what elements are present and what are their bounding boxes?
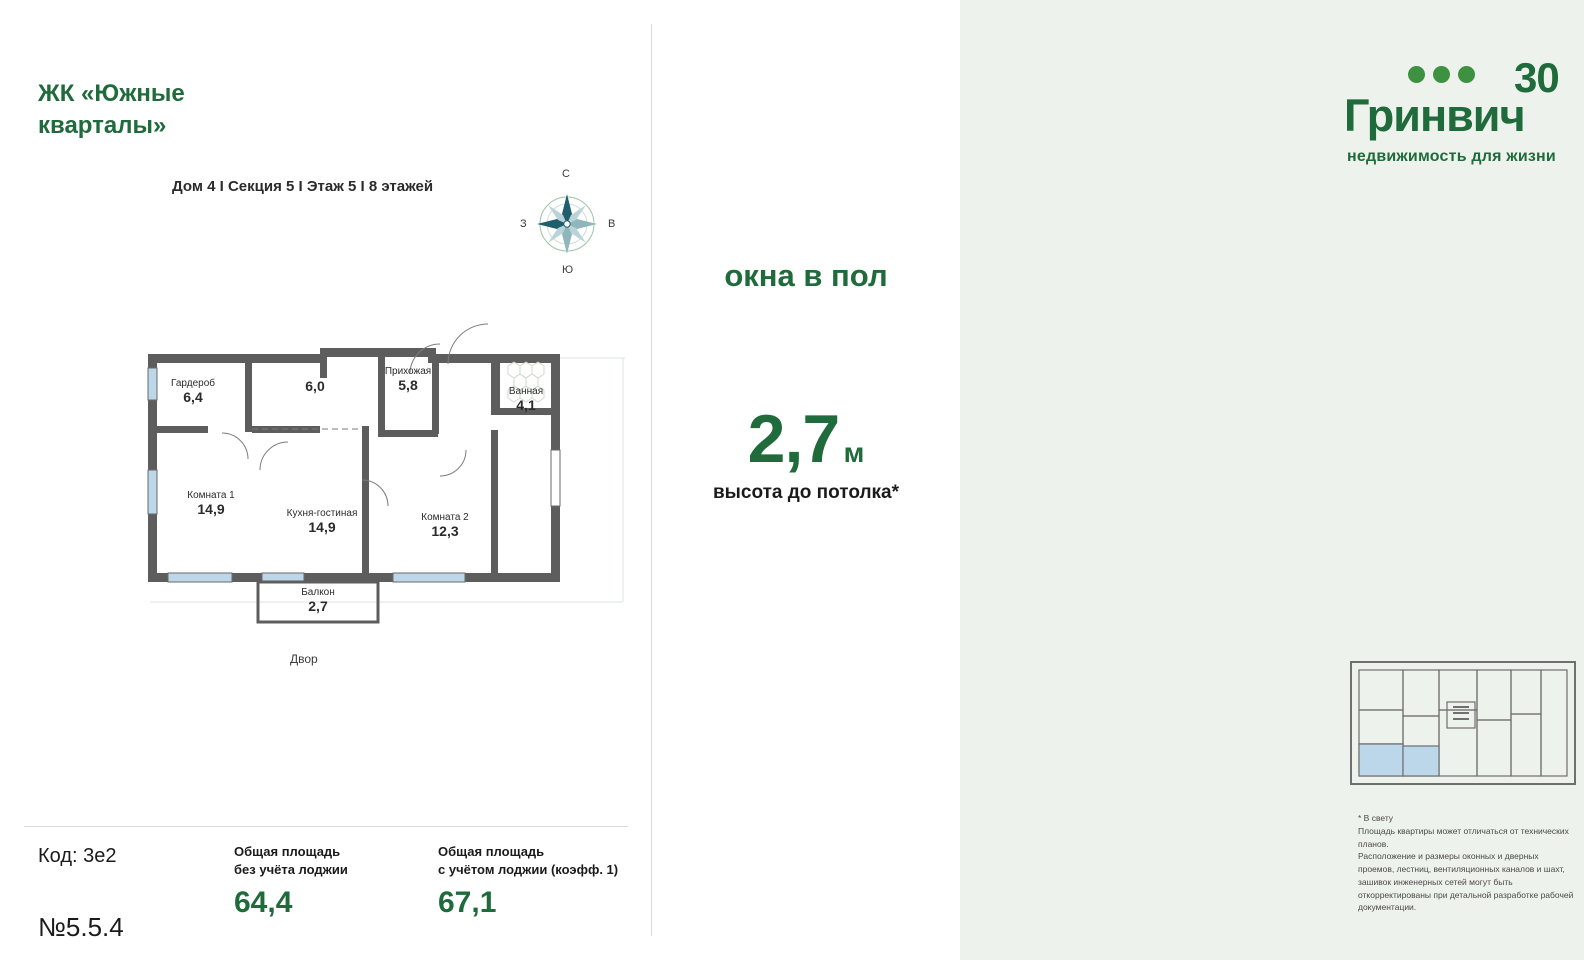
brand-name: Гринвич [1344,90,1525,141]
area-with-balcony-value: 67,1 [438,886,497,920]
apartment-code: Код: 3e2 [38,845,117,867]
disclaimer-line-1: * В свету [1358,813,1394,823]
room-label: Ванная 4,1 [508,386,544,413]
ceiling-caption: высота до потолка* [712,482,900,503]
room-label: Кухня-гостиная 14,9 [286,508,358,535]
page-title: ЖК «Южные кварталы» [38,80,185,140]
right-panel [652,0,1574,960]
yard-label: Двор [290,652,318,666]
promo-ceiling [652,400,960,504]
area-without-balcony [234,843,424,920]
brand-logo [1344,52,1584,182]
brand-number: 30 [1514,54,1559,101]
disclaimer-line-2: Площадь квартиры может отличаться от технических планов. [1358,825,1569,849]
ceiling-unit: м [843,437,865,468]
ceiling-value: 2,7 [747,401,840,477]
compass-west-label: З [520,218,527,230]
room-label: 6,0 [305,378,325,394]
left-panel [0,0,652,960]
apartment-number: №5.5.4 [38,912,124,942]
compass-north-label: С [562,168,570,180]
disclaimer-line-3: Расположение и размеры оконных и дверных проемов, лестниц, вентиляционных каналов и шахт, зашивок инженерных сетей могут быть откорректированы при детальной разработке рабочей документации. [1358,851,1574,913]
room-label: Прихожая 5,8 [384,366,432,393]
room-label: Гардероб 6,4 [171,378,215,405]
compass-east-label: В [608,218,616,230]
area-with-balcony [438,843,648,920]
promo-windows: окна в пол [724,258,888,293]
divider [24,826,628,827]
room-label: Комната 2 12,3 [421,512,469,539]
room-label: Комната 1 14,9 [187,490,235,517]
building-details: Дом 4 I Секция 5 I Этаж 5 I 8 этажей [172,178,434,195]
floor-keyplan [1349,648,1577,798]
area-with-balcony-caption: Общая площадь с учётом лоджии (коэфф. 1) [438,844,619,877]
compass-south-label: Ю [562,264,574,276]
logo-dots-icon [1408,66,1483,88]
area-without-balcony-caption: Общая площадь без учёта лоджии [234,844,348,877]
apartment-floorplan [110,330,630,660]
room-label: Балкон 2,7 [301,587,335,614]
brand-tagline: недвижимость для жизни [1347,148,1556,165]
compass-rose [510,168,640,288]
area-without-balcony-value: 64,4 [234,886,293,920]
disclaimer [1358,812,1574,914]
